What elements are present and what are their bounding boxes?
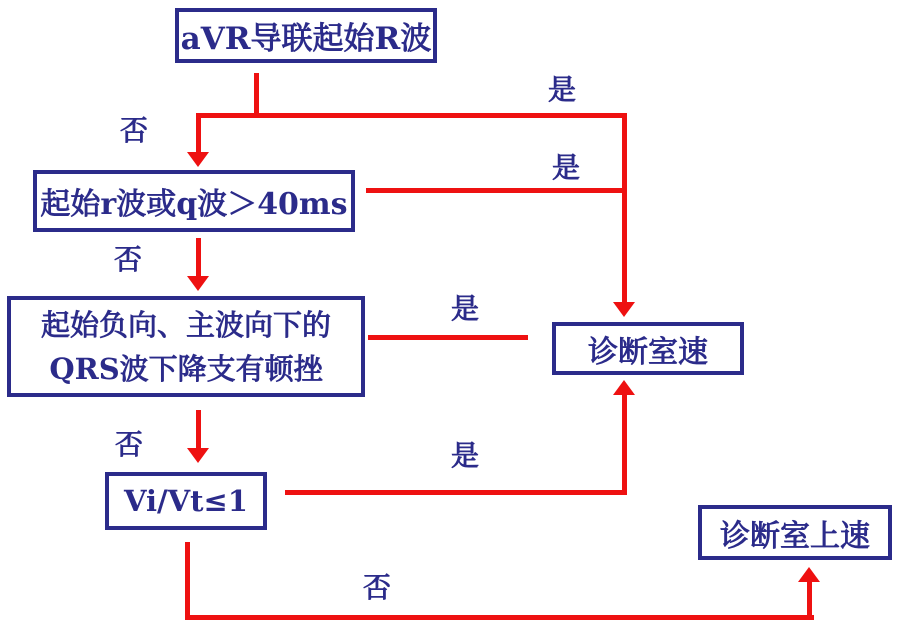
node-qrs-notch bbox=[7, 296, 365, 397]
node-diagnose-vt bbox=[552, 322, 744, 375]
connector-vivt-yes-h bbox=[285, 490, 627, 495]
connector-vivt-yes-up-v bbox=[622, 394, 627, 495]
node-vi-vt-ratio bbox=[105, 472, 267, 530]
node-qrs-label-line2: QRS波下降支有顿挫 bbox=[49, 351, 323, 386]
connector-vivt-no-down-v bbox=[185, 542, 190, 620]
node-avr-initial-r-wave bbox=[175, 8, 437, 63]
edge-label-rq-yes: 是 bbox=[552, 151, 581, 184]
connector-avr-stem bbox=[254, 73, 259, 118]
connector-yes-trunk-v bbox=[622, 113, 627, 303]
arrowhead-into-vt-top-icon bbox=[613, 302, 635, 317]
connector-rq-no-v bbox=[196, 238, 201, 278]
arrowhead-into-svt-icon bbox=[798, 567, 820, 582]
connector-qrs-yes-h bbox=[368, 335, 528, 340]
connector-rq-yes-h bbox=[366, 188, 627, 193]
edge-label-qrs-no: 否 bbox=[115, 428, 144, 461]
node-qrs-label-line1: 起始负向、主波向下的 bbox=[40, 307, 331, 342]
node-svt-label: 诊断室上速 bbox=[720, 518, 870, 554]
connector-svt-up-v bbox=[807, 582, 812, 620]
node-vivt-label: Vi/Vt≤1 bbox=[124, 484, 248, 518]
edge-label-qrs-yes: 是 bbox=[451, 292, 480, 325]
arrowhead-into-vt-bottom-icon bbox=[613, 380, 635, 395]
arrowhead-into-qrs-icon bbox=[187, 276, 209, 291]
connector-vivt-no-h bbox=[185, 615, 814, 620]
node-rq-label: 起始r波或q波＞40ms bbox=[40, 187, 348, 222]
edge-label-avr-yes: 是 bbox=[548, 73, 577, 106]
node-initial-r-or-q-wave bbox=[33, 170, 355, 232]
node-avr-label: aVR导联起始R波 bbox=[180, 21, 432, 57]
edge-label-avr-no: 否 bbox=[120, 114, 149, 147]
edge-label-vivt-no: 否 bbox=[363, 571, 392, 604]
node-diagnose-svt bbox=[698, 505, 892, 560]
node-vt-label: 诊断室速 bbox=[588, 334, 708, 370]
connector-avr-branch-h bbox=[196, 113, 627, 118]
arrowhead-into-vivt-icon bbox=[187, 448, 209, 463]
connector-avr-no-v bbox=[196, 113, 201, 153]
edge-label-rq-no: 否 bbox=[114, 243, 143, 276]
arrowhead-into-rq-icon bbox=[187, 152, 209, 167]
connector-qrs-no-v bbox=[196, 410, 201, 450]
edge-label-vivt-yes: 是 bbox=[451, 439, 480, 472]
